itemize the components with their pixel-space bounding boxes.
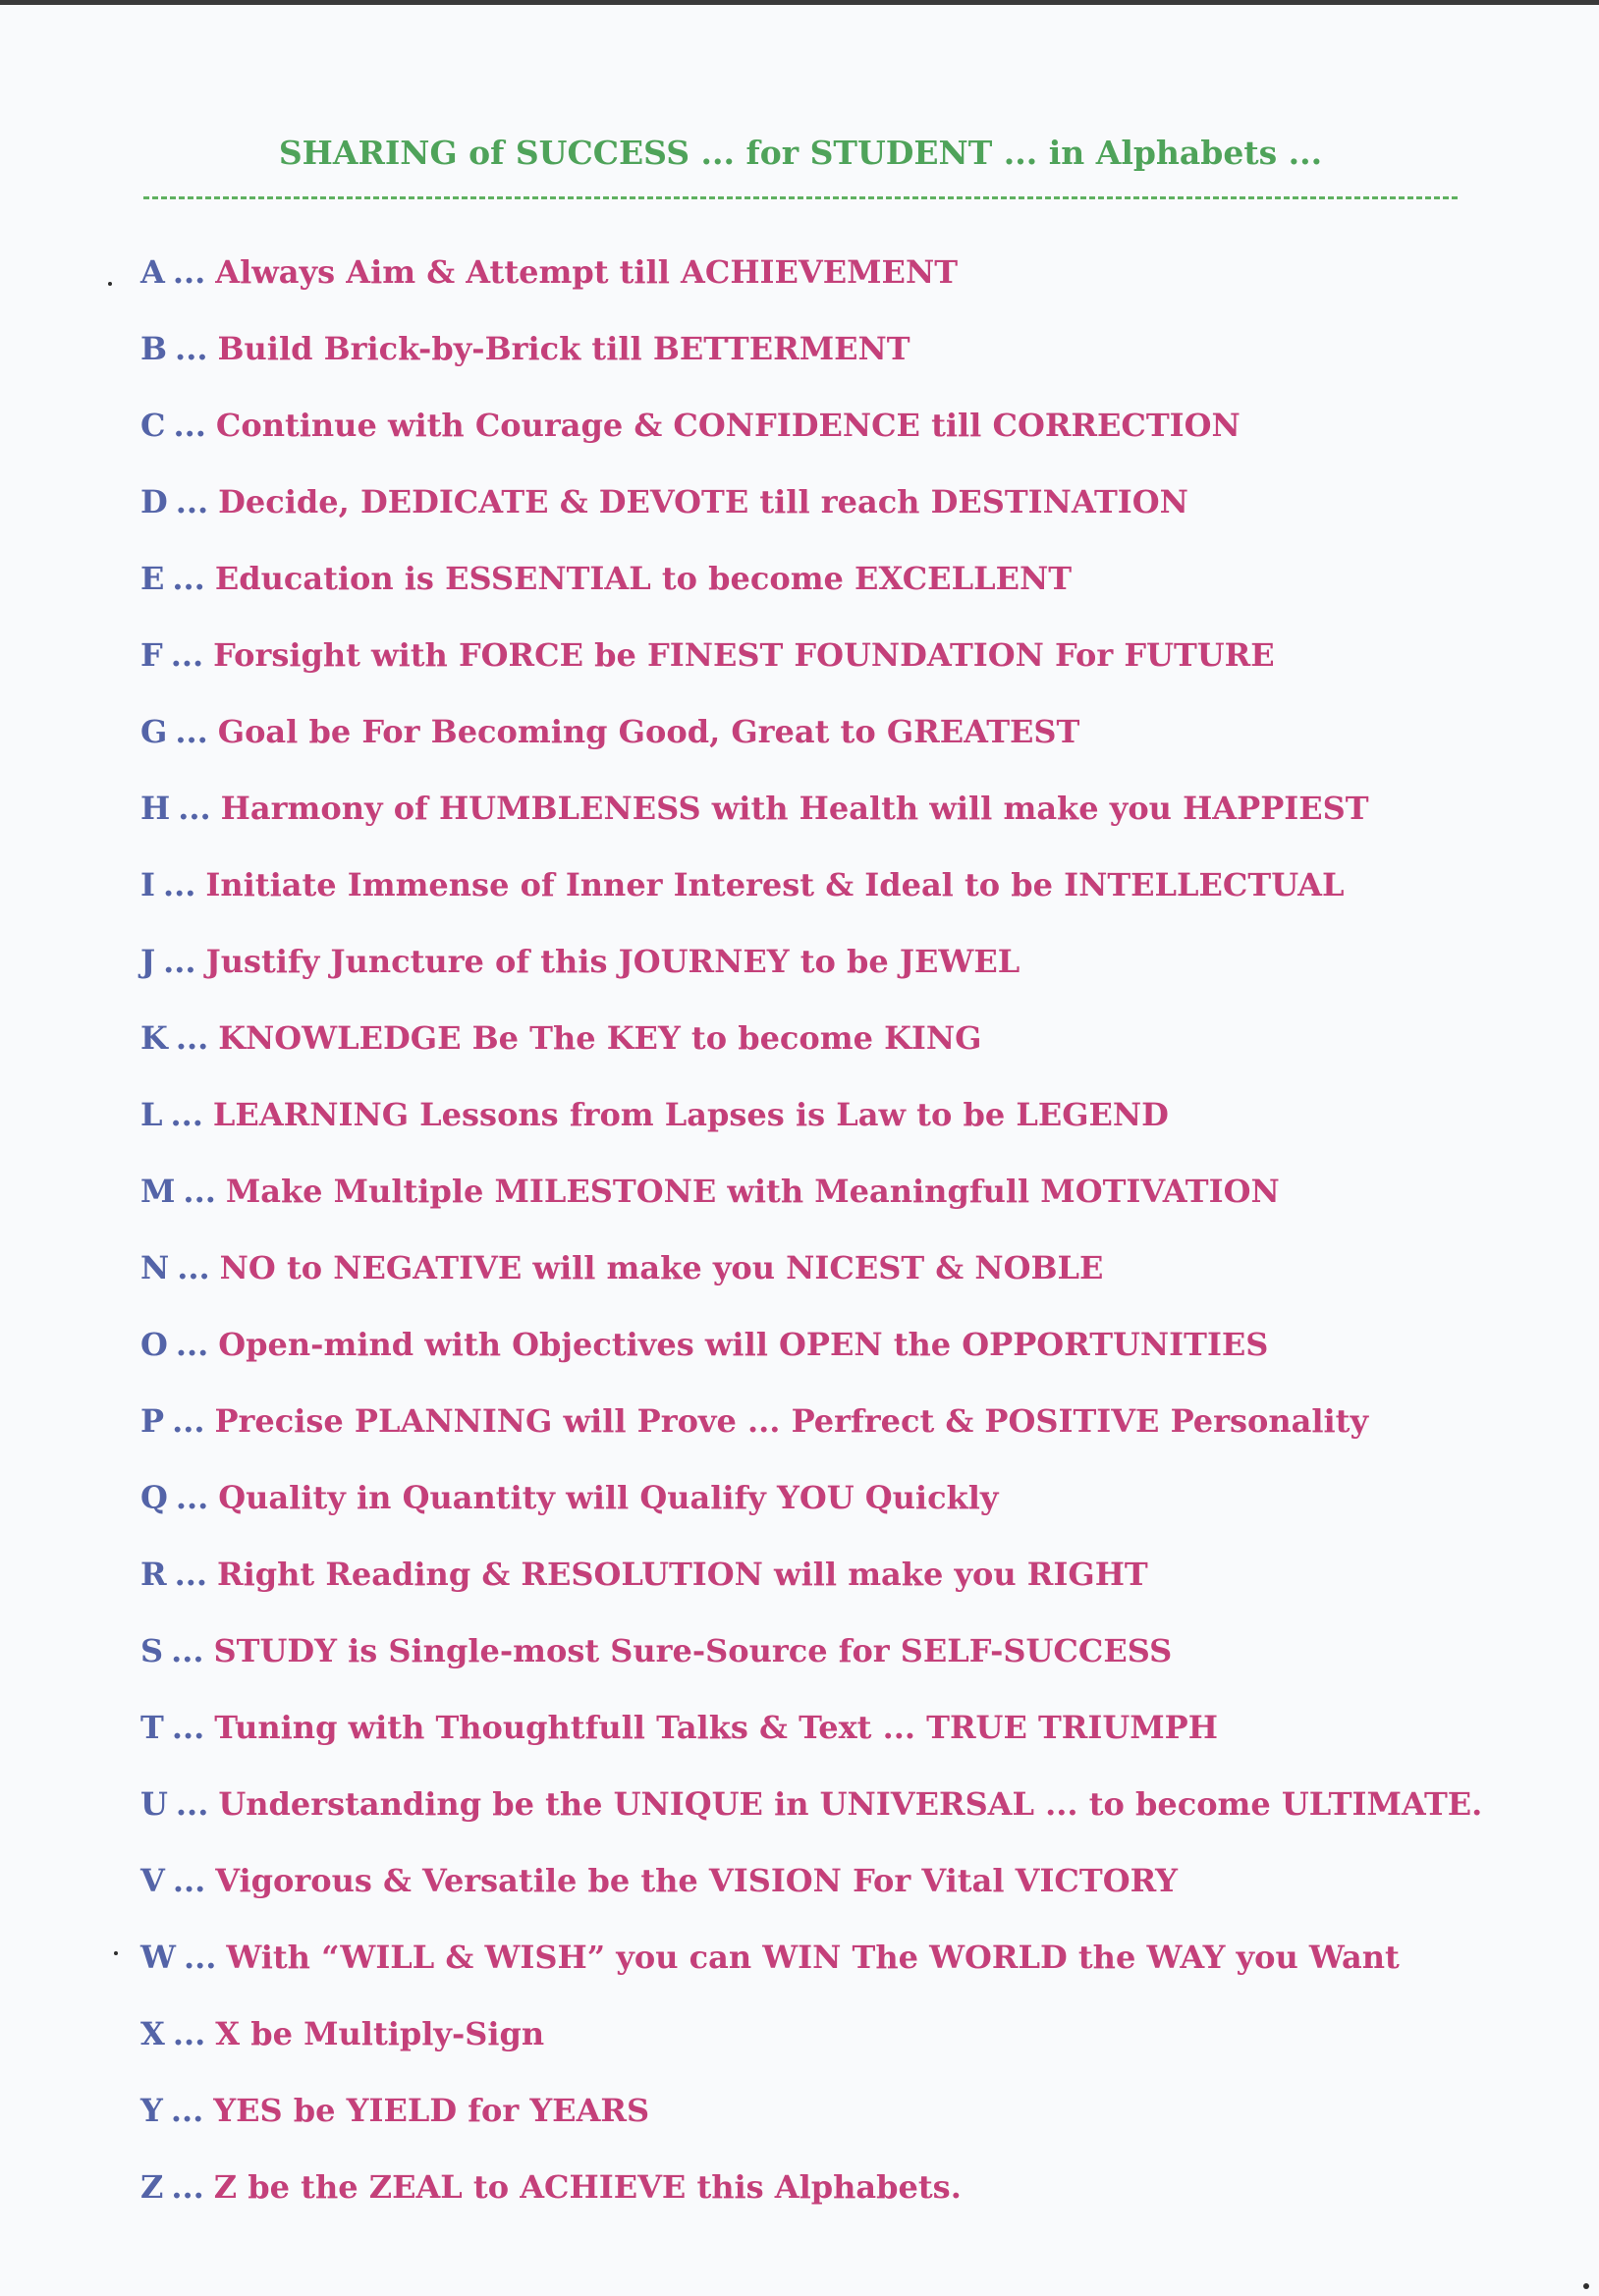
item-phrase: Z be the ZEAL to ACHIEVE this Alphabets. xyxy=(213,2168,962,2206)
list-item xyxy=(140,552,1565,629)
list-item xyxy=(140,2160,1565,2237)
item-separator: ... xyxy=(173,407,206,444)
item-separator: ... xyxy=(163,943,196,980)
item-separator: ... xyxy=(177,1249,210,1286)
item-letter: Z xyxy=(140,2168,164,2206)
list-item xyxy=(140,935,1565,1011)
item-separator: ... xyxy=(171,1632,204,1669)
item-phrase: Right Reading & RESOLUTION will make you RIGHT xyxy=(217,1556,1148,1593)
item-separator: ... xyxy=(175,1785,209,1823)
item-phrase: YES be YIELD for YEARS xyxy=(213,2092,650,2129)
item-letter: T xyxy=(140,1709,164,1746)
item-separator: ... xyxy=(175,1019,209,1057)
item-letter: X xyxy=(140,2015,165,2052)
item-phrase: Harmony of HUMBLENESS with Health will make you HAPPIEST xyxy=(220,790,1369,827)
item-phrase: Build Brick-by-Brick till BETTERMENT xyxy=(217,330,910,367)
item-separator: ... xyxy=(175,483,209,520)
item-letter: C xyxy=(140,407,166,444)
item-letter: G xyxy=(140,713,168,750)
item-phrase: Justify Juncture of this JOURNEY to be JEWEL xyxy=(205,943,1020,980)
item-separator: ... xyxy=(175,330,208,367)
list-item xyxy=(140,475,1565,552)
list-item xyxy=(140,1931,1565,2007)
item-separator: ... xyxy=(170,2092,204,2129)
item-letter: P xyxy=(140,1402,165,1440)
item-letter: H xyxy=(140,790,171,827)
item-separator: ... xyxy=(170,1096,203,1133)
item-letter: W xyxy=(140,1939,176,1976)
page-title: SHARING of SUCCESS ... for STUDENT ... in Alphabets ... xyxy=(278,134,1323,172)
list-item xyxy=(140,1777,1565,1854)
item-letter: U xyxy=(140,1785,168,1823)
item-separator: ... xyxy=(171,2168,204,2206)
item-phrase: STUDY is Single-most Sure-Source for SELF-SUCCESS xyxy=(213,1632,1173,1669)
item-phrase: Decide, DEDICATE & DEVOTE till reach DESTINATION xyxy=(218,483,1188,520)
list-item xyxy=(140,1471,1565,1548)
list-item xyxy=(140,2007,1565,2084)
list-item xyxy=(140,705,1565,782)
item-phrase: Forsight with FORCE be FINEST FOUNDATION For FUTURE xyxy=(213,636,1275,674)
item-letter: Y xyxy=(140,2092,163,2129)
list-item xyxy=(140,2084,1565,2160)
item-separator: ... xyxy=(172,1402,205,1440)
scan-speck xyxy=(108,282,112,286)
item-letter: K xyxy=(140,1019,168,1057)
item-phrase: Make Multiple MILESTONE with Meaningfull MOTIVATION xyxy=(225,1173,1280,1210)
item-letter: N xyxy=(140,1249,170,1286)
item-phrase: KNOWLEDGE Be The KEY to become KING xyxy=(218,1019,982,1057)
item-phrase: X be Multiply-Sign xyxy=(215,2015,545,2052)
item-phrase: NO to NEGATIVE will make you NICEST & NOBLE xyxy=(219,1249,1104,1286)
list-item xyxy=(140,1088,1565,1165)
item-letter: M xyxy=(140,1173,176,1210)
alphabet-list xyxy=(140,246,1565,2237)
item-separator: ... xyxy=(175,713,208,750)
item-letter: O xyxy=(140,1326,168,1363)
item-phrase: Quality in Quantity will Qualify YOU Quickly xyxy=(218,1479,999,1516)
item-phrase: Initiate Immense of Inner Interest & Ideal to be INTELLECTUAL xyxy=(205,866,1345,903)
list-item xyxy=(140,858,1565,935)
item-phrase: Precise PLANNING will Prove ... Perfrect & POSITIVE Personality xyxy=(214,1402,1369,1440)
list-item xyxy=(140,1854,1565,1931)
item-letter: V xyxy=(140,1862,165,1899)
item-phrase: Open-mind with Objectives will OPEN the OPPORTUNITIES xyxy=(218,1326,1269,1363)
item-separator: ... xyxy=(170,636,204,674)
item-letter: D xyxy=(140,483,168,520)
item-separator: ... xyxy=(175,1479,209,1516)
list-item xyxy=(140,1548,1565,1624)
list-item xyxy=(140,1701,1565,1777)
item-letter: Q xyxy=(140,1479,168,1516)
list-item xyxy=(140,629,1565,705)
item-phrase: Education is ESSENTIAL to become EXCELLENT xyxy=(214,560,1073,597)
item-phrase: Goal be For Becoming Good, Great to GREATEST xyxy=(217,713,1080,750)
list-item xyxy=(140,782,1565,858)
list-item xyxy=(140,1241,1565,1318)
item-separator: ... xyxy=(172,253,206,291)
item-phrase: Always Aim & Attempt till ACHIEVEMENT xyxy=(215,253,958,291)
scan-speck xyxy=(1583,2283,1589,2289)
list-item xyxy=(140,399,1565,475)
item-separator: ... xyxy=(172,1862,206,1899)
item-letter: S xyxy=(140,1632,164,1669)
list-item xyxy=(140,246,1565,322)
list-item xyxy=(140,1011,1565,1088)
item-phrase: With “WILL & WISH” you can WIN The WORLD the WAY you Want xyxy=(226,1939,1400,1976)
item-separator: ... xyxy=(172,2015,206,2052)
item-phrase: Continue with Courage & CONFIDENCE till CORRECTION xyxy=(215,407,1241,444)
list-item xyxy=(140,1394,1565,1471)
item-phrase: LEARNING Lessons from Lapses is Law to be LEGEND xyxy=(212,1096,1169,1133)
item-separator: ... xyxy=(183,1173,216,1210)
item-letter: A xyxy=(140,253,165,291)
list-item xyxy=(140,1165,1565,1241)
item-separator: ... xyxy=(172,560,205,597)
list-item xyxy=(140,1624,1565,1701)
item-phrase: Understanding be the UNIQUE in UNIVERSAL ... to become ULTIMATE. xyxy=(218,1785,1483,1823)
item-separator: ... xyxy=(171,1709,205,1746)
item-letter: E xyxy=(140,560,165,597)
list-item xyxy=(140,1318,1565,1394)
item-separator: ... xyxy=(162,866,196,903)
item-separator: ... xyxy=(183,1939,217,1976)
item-separator: ... xyxy=(175,1326,209,1363)
item-letter: I xyxy=(140,866,155,903)
list-item xyxy=(140,322,1565,399)
item-letter: L xyxy=(140,1096,163,1133)
item-letter: J xyxy=(140,943,156,980)
item-separator: ... xyxy=(178,790,211,827)
item-letter: B xyxy=(140,330,168,367)
item-letter: F xyxy=(140,636,163,674)
item-letter: R xyxy=(140,1556,167,1593)
item-phrase: Vigorous & Versatile be the VISION For Vital VICTORY xyxy=(215,1862,1179,1899)
title-divider xyxy=(143,196,1458,199)
item-separator: ... xyxy=(174,1556,208,1593)
item-phrase: Tuning with Thoughtfull Talks & Text ... TRUE TRIUMPH xyxy=(214,1709,1218,1746)
scan-speck xyxy=(114,1951,118,1955)
